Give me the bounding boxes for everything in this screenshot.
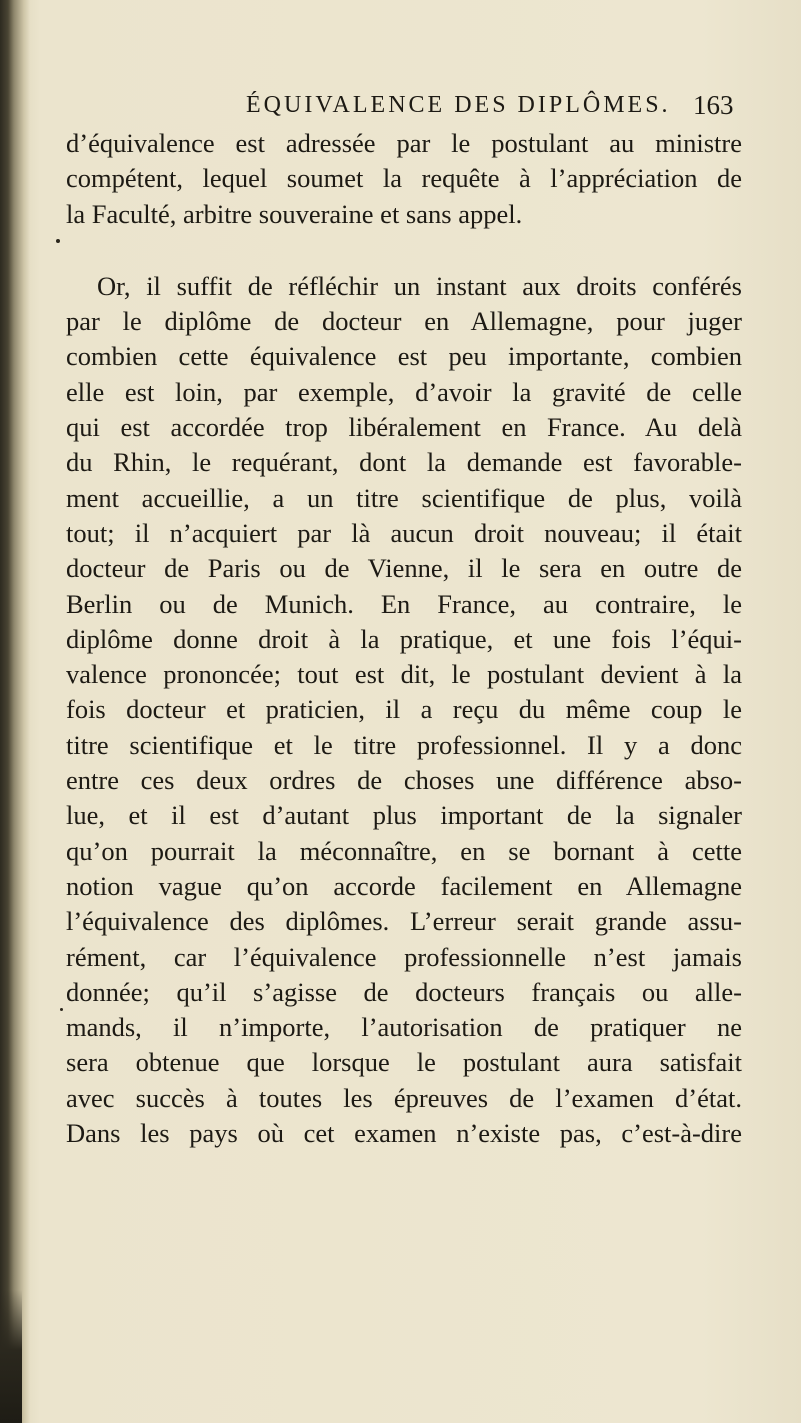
page-number: 163 (693, 90, 734, 120)
text-line: avec succès à toutes les épreuves de l’examen d’état. (66, 1082, 742, 1113)
paragraph-gap (66, 232, 742, 269)
body-text (66, 126, 742, 1151)
text-line: qui est accordée trop libéralement en France. Au delà (66, 412, 742, 443)
text-line: docteur de Paris ou de Vienne, il le sera en outre de (66, 553, 742, 584)
text-line: par le diplôme de docteur en Allemagne, pour juger (66, 306, 742, 337)
text-line: elle est loin, par exemple, d’avoir la gravité de celle (66, 376, 742, 407)
text-line: la Faculté, arbitre souveraine et sans appel. (66, 198, 523, 229)
text-line: tout; il n’acquiert par là aucun droit nouveau; il était (66, 517, 742, 548)
page-header (0, 88, 801, 122)
text-line: notion vague qu’on accorde facilement en Allemagne (66, 870, 742, 901)
text-line: entre ces deux ordres de choses une différence abso- (66, 765, 742, 796)
text-line: qu’on pourrait la méconnaître, en se bornant à cette (66, 835, 742, 866)
ink-speck (60, 1008, 63, 1011)
text-line: donnée; qu’il s’agisse de docteurs français ou alle- (66, 976, 742, 1007)
text-line: l’équivalence des diplômes. L’erreur serait grande assu- (66, 906, 742, 937)
paragraph-2 (66, 269, 742, 1151)
text-line: rément, car l’équivalence professionnelle n’est jamais (66, 941, 742, 972)
book-spine-shadow (0, 0, 30, 1423)
text-line: compétent, lequel soumet la requête à l’appréciation de (66, 163, 742, 194)
paragraph-1 (66, 126, 742, 232)
text-line: Dans les pays où cet examen n’existe pas, c’est-à-dire (66, 1118, 742, 1149)
book-spine-dark-corner (0, 1290, 22, 1423)
text-line: fois docteur et praticien, il a reçu du même coup le (66, 694, 742, 725)
text-line: du Rhin, le requérant, dont la demande est favorable- (66, 447, 742, 478)
text-line: Or, il suffit de réfléchir un instant aux droits conférés (97, 270, 742, 301)
running-title: ÉQUIVALENCE DES DIPLÔMES. (246, 92, 671, 118)
text-line: mands, il n’importe, l’autorisation de pratiquer ne (66, 1012, 742, 1043)
text-line: ment accueillie, a un titre scientifique de plus, voilà (66, 482, 742, 513)
text-line: lue, et il est d’autant plus important de la signaler (66, 800, 742, 831)
text-line: Berlin ou de Munich. En France, au contraire, le (66, 588, 742, 619)
text-line: d’équivalence est adressée par le postulant au ministre (66, 128, 742, 158)
text-line: diplôme donne droit à la pratique, et une fois l’équi- (66, 623, 742, 654)
text-line: titre scientifique et le titre professionnel. Il y a donc (66, 729, 742, 760)
text-line: valence prononcée; tout est dit, le postulant devient à la (66, 659, 742, 690)
text-line: combien cette équivalence est peu importante, combien (66, 341, 742, 372)
ink-speck (56, 239, 60, 243)
text-line: sera obtenue que lorsque le postulant aura satisfait (66, 1047, 742, 1078)
